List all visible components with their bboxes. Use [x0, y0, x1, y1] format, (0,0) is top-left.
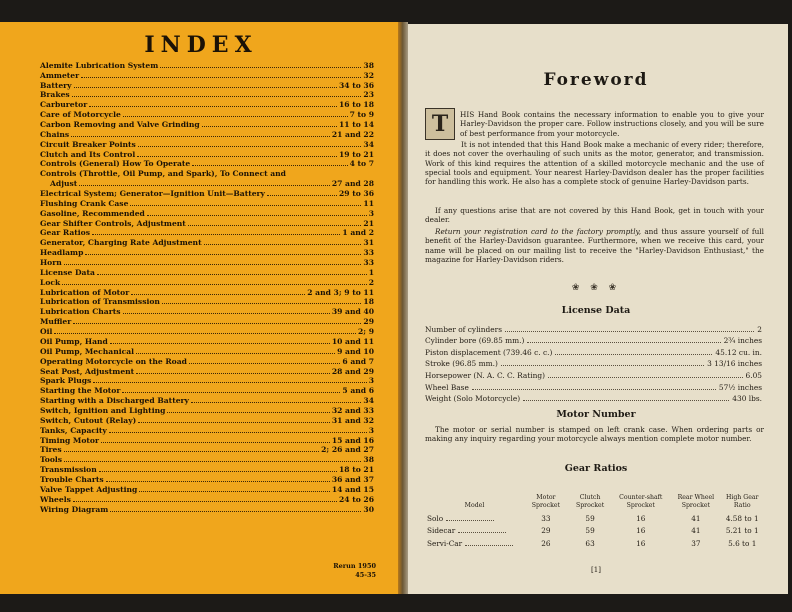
- index-entry-pages: 6 and 7: [342, 356, 374, 366]
- gear-cell: 5.6 to 1: [728, 538, 757, 548]
- gear-cell: 26: [541, 538, 551, 548]
- index-entry-title: Starting with a Discharged Battery: [40, 396, 189, 406]
- gear-ratios-table: [425, 494, 762, 550]
- index-entry-title: Valve Tappet Adjusting: [40, 484, 138, 494]
- license-value: 57½ inches: [718, 382, 762, 392]
- index-entry-title: Electrical System; Generator—Ignition Unit—Battery: [40, 189, 265, 199]
- dot-leader: [89, 106, 337, 107]
- index-entry-title: Switch, Cutout (Relay): [40, 415, 137, 425]
- index-entry-title: Tires: [40, 445, 62, 455]
- index-entry: [40, 90, 374, 100]
- index-entry-pages: 1 and 2: [342, 228, 374, 238]
- index-entry-pages: 3: [368, 208, 374, 218]
- index-entry: [40, 139, 374, 149]
- license-label: Cylinder bore (69.85 mm.): [425, 336, 525, 346]
- index-entry: [40, 306, 374, 316]
- index-entry-pages: 29 to 36: [339, 189, 374, 199]
- index-entry-title: Gear Shifter Controls, Adjustment: [40, 218, 186, 228]
- license-value: 6.05: [745, 370, 762, 380]
- gear-table-header: [425, 494, 762, 512]
- dot-leader: [54, 333, 356, 334]
- dot-leader: [523, 400, 729, 401]
- gear-cell: 16: [636, 538, 646, 548]
- license-label: Wheel Base: [425, 382, 469, 392]
- gear-cell: 63: [585, 538, 595, 548]
- index-entry-title: Muffler: [40, 317, 72, 327]
- dot-leader: [93, 382, 366, 383]
- license-value: 2¾ inches: [723, 336, 762, 346]
- index-entry-title: Gear Ratios: [40, 228, 91, 238]
- dot-leader: [71, 136, 330, 137]
- gear-cell: 41: [691, 513, 701, 523]
- index-entry-pages: 2; 9: [357, 327, 374, 337]
- index-entry: [40, 188, 374, 198]
- dot-leader: [123, 313, 330, 314]
- index-entry-title: Alemite Lubrication System: [40, 60, 159, 70]
- index-entry: [40, 346, 374, 356]
- dot-leader: [130, 205, 361, 206]
- index-entry: [40, 474, 374, 484]
- index-entry: [40, 267, 374, 277]
- index-entry-title: Transmission: [40, 465, 97, 475]
- gear-table-body: [425, 512, 762, 550]
- dot-leader: [122, 392, 340, 393]
- index-entry: [40, 287, 374, 297]
- dot-leader: [458, 532, 506, 533]
- motor-number-title: Motor Number: [556, 409, 636, 420]
- gear-model-name: Sidecar: [427, 526, 456, 536]
- index-entry-title: Chains: [40, 129, 70, 139]
- index-entry-pages: 27 and 28: [331, 179, 374, 189]
- license-label: Number of cylinders: [425, 324, 502, 334]
- index-entry: [40, 119, 374, 129]
- index-entry-pages: 24 to 26: [339, 494, 374, 504]
- index-entry-pages: 36 and 37: [331, 474, 374, 484]
- index-entry-pages: 38: [363, 60, 374, 70]
- index-entry-pages: 15 and 16: [331, 435, 374, 445]
- registration-emphasis: Return your registration card to the factory promptly,: [435, 227, 642, 236]
- dot-leader: [138, 146, 362, 147]
- license-label: Stroke (96.85 mm.): [425, 359, 498, 369]
- license-row: [425, 392, 762, 404]
- index-entry: [40, 208, 374, 218]
- index-entry: [40, 504, 374, 514]
- index-entry: [40, 168, 374, 178]
- index-entry-title: Spark Plugs: [40, 376, 92, 386]
- index-entry: [40, 149, 374, 159]
- index-entry-title: Operating Motorcycle on the Road: [40, 356, 187, 366]
- index-entry-title: Tools: [40, 455, 63, 465]
- index-entry-title: Seat Post, Adjustment: [40, 366, 135, 376]
- index-entry-title: Wiring Diagram: [40, 504, 109, 514]
- index-entry: [40, 247, 374, 257]
- dot-leader: [64, 461, 361, 462]
- gear-column-header: Clutch Sprocket: [575, 494, 605, 509]
- index-entry: [40, 356, 374, 366]
- index-entry: [40, 237, 374, 247]
- index-entry-pages: 28 and 29: [331, 366, 374, 376]
- index-entry: [40, 70, 374, 80]
- dot-leader: [106, 481, 330, 482]
- index-entry-title: Brakes: [40, 90, 70, 100]
- gear-cell: 4.58 to 1: [725, 513, 759, 523]
- index-entry-pages: 34 to 36: [339, 80, 374, 90]
- dot-leader: [501, 365, 704, 366]
- dot-leader: [79, 185, 330, 186]
- index-entry-title: Wheels: [40, 494, 71, 504]
- index-entry-pages: 38: [363, 455, 374, 465]
- gear-ratios-title: Gear Ratios: [564, 463, 628, 474]
- dot-leader: [160, 67, 361, 68]
- index-entry-pages: 11: [363, 198, 374, 208]
- license-row: [425, 357, 762, 369]
- index-entry-pages: 29: [363, 317, 374, 327]
- index-entry-title: Oil Pump, Hand: [40, 336, 108, 346]
- index-entry-title: License Data: [40, 267, 95, 277]
- dot-leader: [73, 323, 361, 324]
- gear-row: [425, 537, 762, 550]
- index-entry-pages: 5 and 6: [342, 386, 374, 396]
- index-entry-title: Adjust: [50, 179, 78, 189]
- license-row: [425, 345, 762, 357]
- dot-leader: [64, 264, 362, 265]
- index-entry: [40, 464, 374, 474]
- ornament-divider: ❀ ❀ ❀: [571, 283, 621, 293]
- index-entry-pages: 31: [363, 238, 374, 248]
- license-data-list: [425, 322, 762, 403]
- index-entry-title: Timing Motor: [40, 435, 99, 445]
- dot-leader: [167, 412, 329, 413]
- dot-leader: [555, 354, 712, 355]
- index-entry-title: Carbon Removing and Valve Grinding: [40, 120, 200, 130]
- dot-leader: [527, 342, 720, 343]
- dot-leader: [446, 520, 494, 521]
- gear-column-header: Motor Sprocket: [531, 494, 561, 509]
- index-entry: [40, 218, 374, 228]
- index-entry-pages: 2; 26 and 27: [321, 445, 374, 455]
- gear-model: [425, 512, 524, 525]
- index-entry-pages: 16 to 18: [339, 100, 374, 110]
- index-entry: [40, 60, 374, 70]
- dot-leader: [109, 432, 367, 433]
- index-entry: [40, 198, 374, 208]
- dot-leader: [110, 511, 361, 512]
- index-entry: [40, 99, 374, 109]
- index-entry-pages: 31 and 32: [331, 415, 374, 425]
- dot-leader: [138, 422, 330, 423]
- dot-leader: [189, 363, 340, 364]
- license-value: 2: [757, 324, 762, 334]
- license-row: [425, 368, 762, 380]
- index-entry: [40, 484, 374, 494]
- dot-leader: [472, 389, 716, 390]
- gear-cell: 33: [541, 513, 551, 523]
- index-entry-title: Flushing Crank Case: [40, 198, 129, 208]
- gear-column-header: Counter-shaft Sprocket: [619, 494, 663, 509]
- index-entry: [40, 336, 374, 346]
- index-entry-pages: 3: [368, 376, 374, 386]
- index-entry-title: Switch, Ignition and Lighting: [40, 405, 166, 415]
- dot-leader: [136, 353, 335, 354]
- index-entry-pages: 11 to 14: [339, 120, 374, 130]
- dot-leader: [136, 373, 330, 374]
- index-entry-title: Horn: [40, 258, 62, 268]
- rerun-note: [300, 562, 376, 580]
- index-entry-title: Oil: [40, 327, 53, 337]
- index-entry: [40, 257, 374, 267]
- index-entry-title: Carburetor: [40, 100, 88, 110]
- index-entry-pages: 19 to 21: [339, 149, 374, 159]
- page-number: [1]: [591, 566, 601, 574]
- index-entry: [40, 316, 374, 326]
- index-entry-title: Controls (General) How To Operate: [40, 159, 191, 169]
- index-entry-title: Oil Pump, Mechanical: [40, 346, 135, 356]
- license-value: 3 13/16 inches: [707, 359, 762, 369]
- gear-model: [425, 525, 524, 538]
- index-entry-pages: 9 and 10: [337, 346, 374, 356]
- index-entry-pages: 30: [363, 504, 374, 514]
- index-entry-title: Lubrication of Transmission: [40, 297, 160, 307]
- index-entry: [40, 415, 374, 425]
- index-entry-pages: 23: [363, 90, 374, 100]
- index-entry: [40, 109, 374, 119]
- index-entry-title: Starting the Motor: [40, 386, 121, 396]
- dot-leader: [73, 501, 337, 502]
- motor-number-text: The motor or serial number is stamped on left crank case. When ordering parts or making any inquiry regarding your motorcycle always mention complete motor number.: [425, 425, 764, 444]
- license-value: 45.12 cu. in.: [715, 347, 762, 357]
- index-entry-pages: 34: [363, 396, 374, 406]
- gear-cell: 5.21 to 1: [725, 526, 759, 536]
- index-entry: [40, 494, 374, 504]
- index-entry: [40, 425, 374, 435]
- dot-leader: [147, 215, 367, 216]
- gear-model-name: Servi-Car: [427, 538, 463, 548]
- license-label: Weight (Solo Motorcycle): [425, 394, 521, 404]
- index-entry-title: Headlamp: [40, 248, 84, 258]
- index-entry: [40, 228, 374, 238]
- dot-leader: [192, 165, 347, 166]
- index-entry-pages: 32: [363, 70, 374, 80]
- index-entry-pages: 18: [363, 297, 374, 307]
- dot-leader: [64, 451, 319, 452]
- license-row: [425, 334, 762, 346]
- index-entry-pages: 4 to 7: [349, 159, 374, 169]
- gear-cell: 59: [585, 513, 595, 523]
- index-entry-title: Circuit Breaker Points: [40, 139, 136, 149]
- index-entry-title: Tanks, Capacity: [40, 425, 107, 435]
- index-entry: [40, 405, 374, 415]
- dot-leader: [85, 254, 361, 255]
- index-entry-title: Lock: [40, 277, 61, 287]
- index-entry: [40, 297, 374, 307]
- index-entry-pages: 21: [363, 218, 374, 228]
- dot-leader: [162, 303, 361, 304]
- index-entry-pages: 1: [368, 267, 374, 277]
- index-entry-pages: 18 to 21: [339, 465, 374, 475]
- gear-cell: 59: [585, 526, 595, 536]
- index-entry-title: Care of Motorcycle: [40, 110, 121, 120]
- index-list: [40, 60, 374, 514]
- index-entry-pages: 32 and 33: [331, 405, 374, 415]
- index-entry: [40, 277, 374, 287]
- index-entry-pages: 33: [363, 258, 374, 268]
- index-entry: [40, 129, 374, 139]
- dot-leader: [188, 225, 362, 226]
- dot-leader: [62, 284, 366, 285]
- index-entry: [40, 395, 374, 405]
- gear-column-header: Rear Wheel Sprocket: [677, 494, 715, 509]
- index-entry-title: Lubrication of Motor: [40, 287, 130, 297]
- index-entry-pages: 33: [363, 248, 374, 258]
- index-entry: [40, 435, 374, 445]
- dot-leader: [204, 244, 362, 245]
- index-entry-pages: 2 and 3; 9 to 11: [307, 287, 374, 297]
- gear-row: [425, 512, 762, 525]
- dot-leader: [139, 491, 330, 492]
- foreword-paragraph-4: [425, 227, 764, 264]
- dot-leader: [99, 471, 337, 472]
- foreword-paragraph-1: HIS Hand Book contains the necessary information to enable you to give your Harley-Davidson the proper care. Follow instructions closely, and you will be sure of best performance from your motorcycle.: [460, 110, 764, 138]
- index-entry: [40, 445, 374, 455]
- dot-leader: [72, 96, 362, 97]
- dot-leader: [74, 87, 337, 88]
- index-entry: [40, 80, 374, 90]
- dot-leader: [548, 377, 743, 378]
- dot-leader: [110, 343, 330, 344]
- index-entry-pages: 39 and 40: [331, 307, 374, 317]
- license-row: [425, 380, 762, 392]
- index-entry: [40, 385, 374, 395]
- foreword-dropcap: T: [425, 108, 455, 140]
- index-entry-title: Clutch and Its Control: [40, 149, 136, 159]
- gear-column-header: High Gear Ratio: [725, 494, 759, 509]
- dot-leader: [465, 545, 513, 546]
- foreword-paragraph-2: It is not intended that this Hand Book make a mechanic of every rider; therefore, it does not cover the overhauling of such units as the motor, generator, and transmission. Work of this kind requires the attention of a skilled motorcycle mechanic and the use of special tools and equipment. Your nearest Harley-Davidson dealer has the proper facilities for handling this work. He also has a complete stock of genuine Harley-Davidson parts.: [425, 140, 764, 187]
- gear-row: [425, 525, 762, 538]
- index-entry: [40, 178, 374, 188]
- dot-leader: [101, 442, 330, 443]
- index-entry-title: Trouble Charts: [40, 474, 104, 484]
- gear-model-name: Solo: [427, 513, 444, 523]
- index-entry: [40, 159, 374, 169]
- license-row: [425, 322, 762, 334]
- foreword-title: Foreword: [543, 70, 649, 90]
- dot-leader: [123, 116, 348, 117]
- index-entry-pages: 2: [368, 277, 374, 287]
- dot-leader: [202, 126, 337, 127]
- gear-model: [425, 537, 524, 550]
- index-entry-pages: 21 and 22: [331, 129, 374, 139]
- foreword-paragraph-3: If any questions arise that are not covered by this Hand Book, get in touch with your dealer.: [425, 206, 764, 225]
- gear-cell: 37: [691, 538, 701, 548]
- dot-leader: [191, 402, 361, 403]
- license-label: Piston displacement (739.46 c. c.): [425, 347, 553, 357]
- index-entry-pages: 7 to 9: [349, 110, 374, 120]
- index-entry-pages: 10 and 11: [331, 336, 374, 346]
- index-entry-title: Generator, Charging Rate Adjustment: [40, 238, 202, 248]
- index-entry: [40, 326, 374, 336]
- rerun-code: 45-35: [355, 571, 376, 579]
- registration-text: and thus assure yourself of full benefit of the Harley-Davidson guarantee. Furthermore, when we receive this card, your name will be placed on our mailing list to receive the "Harley-Davidson Enthusiast," the magazine for Harley-Davidson riders.: [425, 227, 764, 264]
- gear-cell: 16: [636, 513, 646, 523]
- license-data-title: License Data: [561, 305, 631, 316]
- index-entry: [40, 376, 374, 386]
- gear-column-header: Model: [464, 501, 485, 509]
- license-label: Horsepower (N. A. C. C. Rating): [425, 370, 545, 380]
- dot-leader: [505, 331, 754, 332]
- index-entry-pages: 14 and 15: [331, 484, 374, 494]
- gear-cell: 16: [636, 526, 646, 536]
- gear-cell: 41: [691, 526, 701, 536]
- index-entry: [40, 454, 374, 464]
- index-entry: [40, 366, 374, 376]
- dot-leader: [137, 156, 337, 157]
- dot-leader: [81, 77, 361, 78]
- index-entry-pages: 3: [368, 425, 374, 435]
- license-value: 430 lbs.: [732, 394, 762, 404]
- dot-leader: [97, 274, 367, 275]
- gear-cell: 29: [541, 526, 551, 536]
- dot-leader: [92, 234, 340, 235]
- index-entry-title: Controls (Throttle, Oil Pump, and Spark), To Connect and: [40, 169, 286, 179]
- index-entry-title: Gasoline, Recommended: [40, 208, 145, 218]
- dot-leader: [267, 195, 337, 196]
- index-title: INDEX: [144, 32, 258, 58]
- index-entry-pages: 34: [363, 139, 374, 149]
- dot-leader: [131, 294, 305, 295]
- index-entry-title: Battery: [40, 80, 72, 90]
- rerun-year: Rerun 1950: [333, 562, 376, 570]
- index-entry-title: Lubrication Charts: [40, 307, 121, 317]
- index-entry-title: Ammeter: [40, 70, 80, 80]
